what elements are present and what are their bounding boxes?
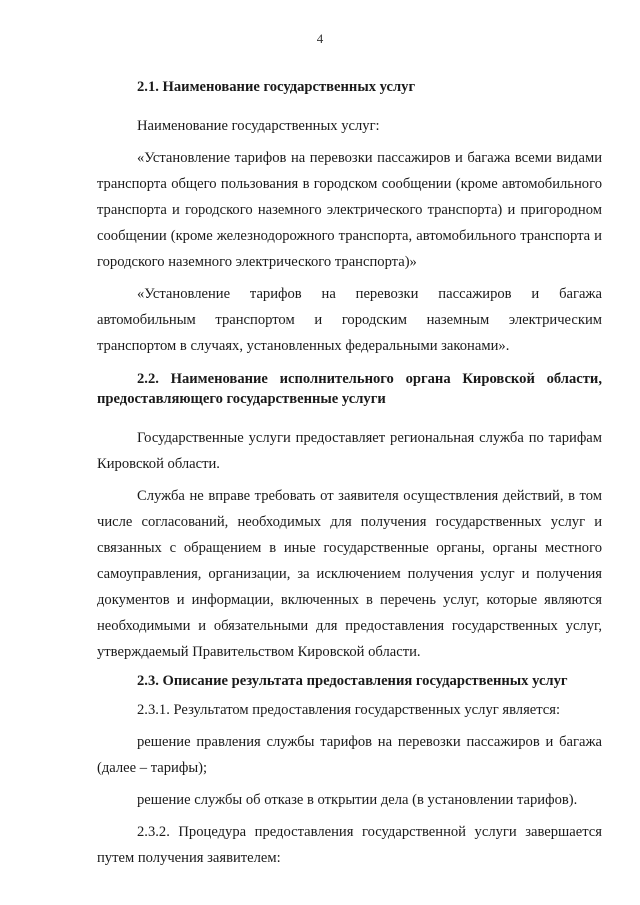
section-2-1-heading: 2.1. Наименование государственных услуг [137, 79, 416, 95]
paragraph: Государственные услуги предоставляет региональная служба по тарифам Кировской области. [97, 430, 602, 472]
section-2-3-heading: 2.3. Описание результата предоставления государственных услуг [137, 673, 568, 689]
section-2-2-heading: 2.2. Наименование исполнительного органа Кировской области, предоставляющего государственные услуги [97, 371, 602, 407]
paragraph: 2.3.2. Процедура предоставления государственной услуги завершается путем получения заявителем: [97, 824, 602, 866]
paragraph: 2.3.1. Результатом предоставления государственных услуг является: [137, 702, 561, 718]
paragraph: «Установление тарифов на перевозки пассажиров и багажа всеми видами транспорта общего пользования в городском сообщении (кроме автомобильного транспорта и городского наземного электрического транспорта) и пригородном сообщении (кроме железнодорожного транспорта, автомобильного транспорта и городского наземного электрического транспорта)» [97, 150, 602, 270]
paragraph: «Установление тарифов на перевозки пассажиров и багажа автомобильным транспортом и городским наземным электрическим транспортом в случаях, установленных федеральными законами». [97, 286, 602, 354]
paragraph: решение правления службы тарифов на перевозки пассажиров и багажа (далее – тарифы); [97, 734, 602, 776]
page-number: 4 [316, 31, 324, 46]
paragraph: Наименование государственных услуг: [137, 118, 380, 134]
paragraph: решение службы об отказе в открытии дела (в установлении тарифов). [137, 792, 578, 808]
document-body [97, 77, 602, 871]
paragraph: Служба не вправе требовать от заявителя осуществления действий, в том числе согласований, необходимых для получения государственных услуг и связанных с обращением в иные государственные органы, органы местного самоуправления, организации, за исключением получения услуг и получения документов и информации, включенных в перечень услуг, которые являются необходимыми и обязательными для предоставления государственных услуг, утверждаемый Правительством Кировской области. [97, 488, 602, 660]
